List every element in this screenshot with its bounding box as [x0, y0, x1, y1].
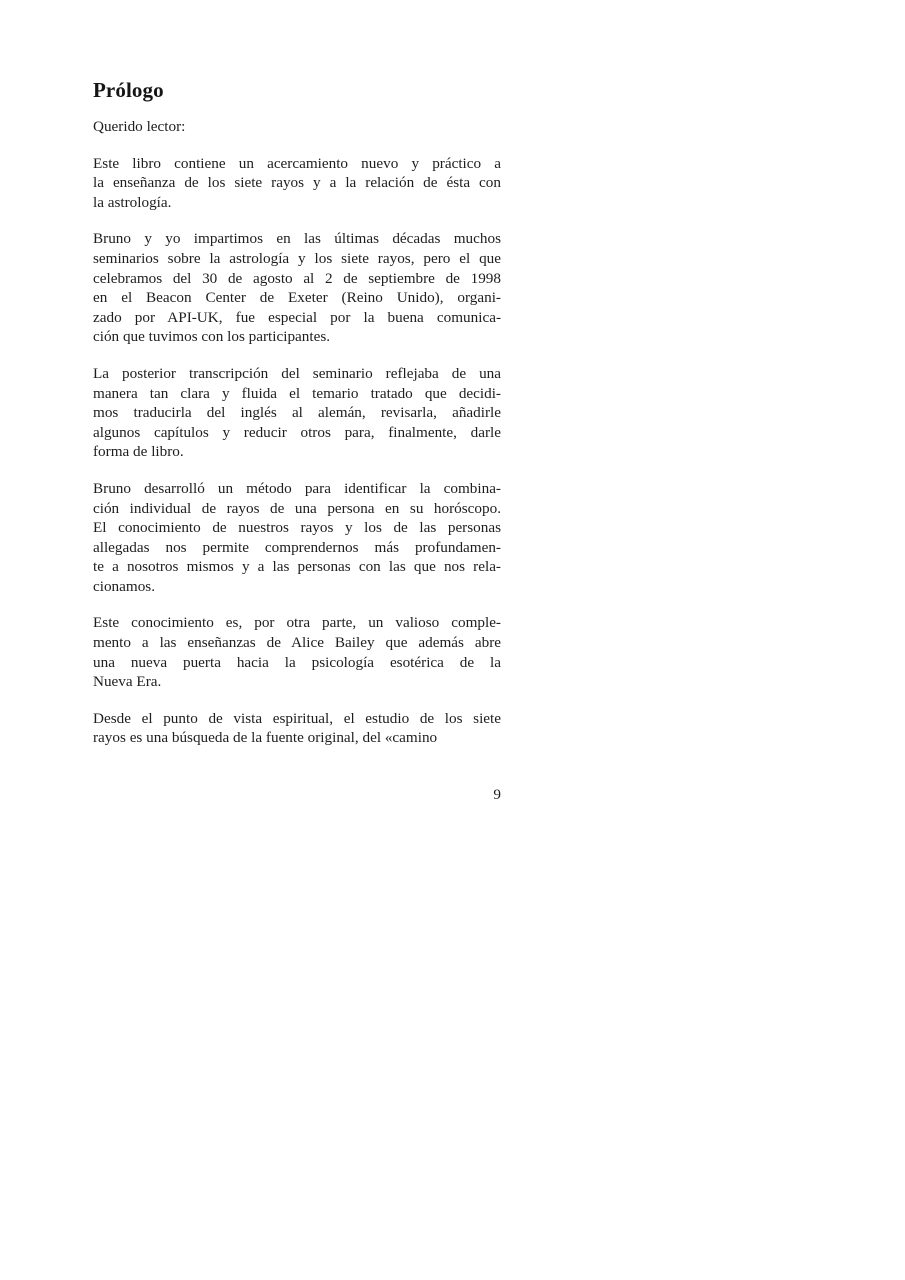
text-line: la enseñanza de los siete rayos y a la relación de ésta con	[93, 174, 501, 192]
body-text	[93, 117, 501, 748]
text-line: celebramos del 30 de agosto al 2 de septiembre de 1998	[93, 269, 501, 287]
text-line: Querido lector:	[93, 118, 186, 135]
text-column	[93, 78, 501, 748]
text-line: cionamos.	[93, 577, 156, 595]
paragraph-5	[93, 613, 501, 691]
text-line: algunos capítulos y reducir otros para, finalmente, darle	[93, 423, 501, 441]
page-number: 9	[493, 786, 501, 803]
paragraph-2	[93, 229, 501, 347]
text-line: forma de libro.	[93, 443, 184, 461]
text-line: manera tan clara y fluida el temario tratado que decidi-	[93, 384, 501, 402]
paragraph-1	[93, 154, 501, 213]
text-line: Nueva Era.	[93, 673, 162, 691]
page-title: Prólogo	[93, 78, 164, 102]
text-line: Desde el punto de vista espiritual, el estudio de los siete	[93, 709, 501, 727]
text-line: allegadas nos permite comprendernos más profundamen-	[93, 538, 501, 556]
salutation	[93, 117, 501, 137]
paragraph-3	[93, 364, 501, 462]
text-line: mos traducirla del inglés al alemán, revisarla, añadirle	[93, 404, 501, 422]
text-line: Bruno y yo impartimos en las últimas décadas muchos	[93, 230, 501, 248]
text-line: rayos es una búsqueda de la fuente original, del «camino	[93, 729, 438, 747]
text-line: mento a las enseñanzas de Alice Bailey que además abre	[93, 634, 501, 652]
paragraph-4	[93, 479, 501, 597]
text-line: El conocimiento de nuestros rayos y los de las personas	[93, 519, 501, 537]
text-line: ción individual de rayos de una persona en su horóscopo.	[93, 499, 501, 517]
text-line: Este conocimiento es, por otra parte, un valioso comple-	[93, 614, 501, 632]
text-line: la astrología.	[93, 193, 172, 211]
text-line: te a nosotros mismos y a las personas con las que nos rela-	[93, 558, 501, 576]
text-line: La posterior transcripción del seminario reflejaba de una	[93, 364, 501, 382]
paragraph-6	[93, 709, 501, 748]
text-line: Este libro contiene un acercamiento nuevo y práctico a	[93, 154, 501, 172]
text-line: ción que tuvimos con los participantes.	[93, 328, 331, 346]
text-line: Bruno desarrolló un método para identificar la combina-	[93, 479, 501, 497]
text-line: en el Beacon Center de Exeter (Reino Unido), organi-	[93, 289, 501, 307]
text-line: zado por API-UK, fue especial por la buena comunica-	[93, 308, 501, 326]
text-line: seminarios sobre la astrología y los siete rayos, pero el que	[93, 249, 501, 267]
text-line: una nueva puerta hacia la psicología esotérica de la	[93, 653, 501, 671]
